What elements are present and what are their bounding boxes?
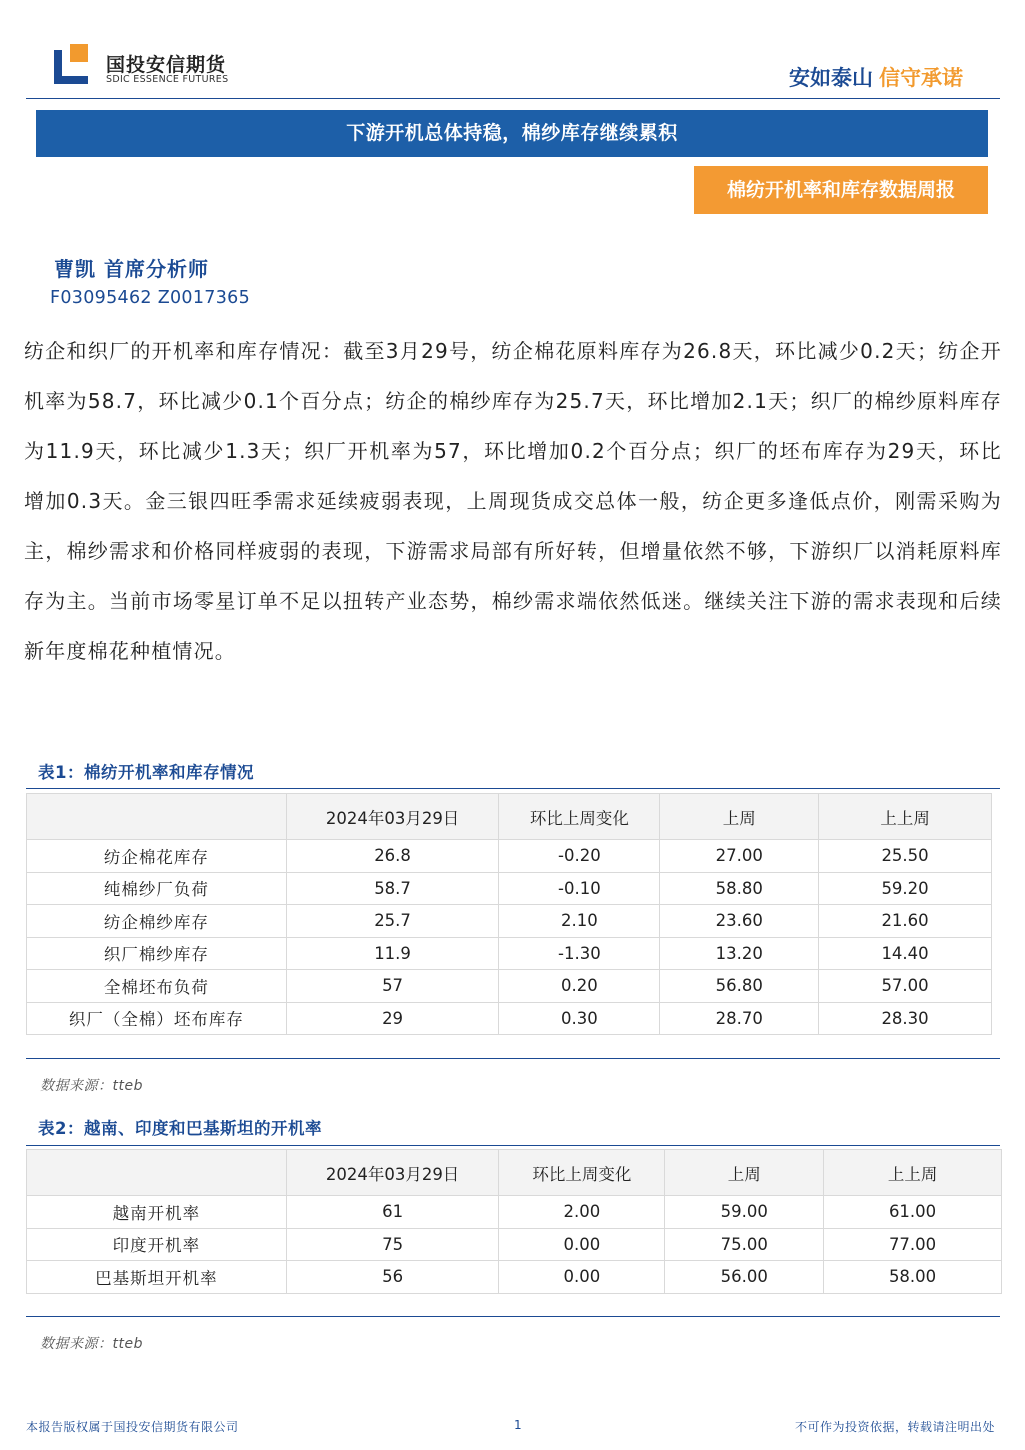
report-body: 纺企和织厂的开机率和库存情况：截至3月29号，纺企棉花原料库存为26.8天，环比减少0.2天；纺企开机率为58.7，环比减少0.1个百分点；纺企的棉纱库存为25.7天，环比增加2.1天；织厂的棉纱原料库存为11.9天，环比减少1.3天；织厂开机率为57，环比增加0.2个百分点；织厂的坯布库存为29天，环比增加0.3天。金三银四旺季需求延续疲弱表现，上周现货成交总体一般，纺企更多逢低点价，刚需采购为主，棉纱需求和价格同样疲弱的表现，下游需求局部有所好转，但增量依然不够，下游织厂以消耗原料库存为主。当前市场零星订单不足以扭转产业态势，棉纱需求端依然低迷。继续关注下游的需求表现和后续新年度棉花种植情况。 — [24, 339, 1002, 663]
table-cell: -1.30 — [499, 937, 660, 970]
author-certificates: F03095462 Z0017365 — [50, 288, 251, 308]
row-label: 织厂（全棉）坯布库存 — [27, 1002, 287, 1035]
table-cell: -0.20 — [499, 840, 660, 873]
table-cell: 23.60 — [660, 905, 819, 938]
row-label: 巴基斯坦开机率 — [27, 1261, 287, 1294]
table-cell: 57.00 — [819, 970, 992, 1003]
table-cell: 58.80 — [660, 872, 819, 905]
table1-header-cell: 环比上周变化 — [499, 794, 660, 840]
table1-header-cell: 上周 — [660, 794, 819, 840]
report-title: 下游开机总体持稳，棉纱库存继续累积 — [36, 110, 988, 157]
table2-bottom-rule — [26, 1316, 1000, 1317]
table-cell: 14.40 — [819, 937, 992, 970]
page-header — [0, 0, 1025, 100]
table2-title: 表2：越南、印度和巴基斯坦的开机率 — [38, 1119, 322, 1138]
table-cell: 26.8 — [286, 840, 499, 873]
slogan-part1: 安如泰山 — [789, 66, 873, 90]
slogan-part2: 信守承诺 — [879, 66, 963, 90]
footer-copyright: 本报告版权属于国投安信期货有限公司 — [26, 1420, 239, 1434]
table-cell: 11.9 — [286, 937, 499, 970]
table-row — [27, 1261, 1002, 1294]
table-cell: 61 — [286, 1196, 499, 1229]
table-cell: 61.00 — [824, 1196, 1002, 1229]
table-cell: 0.00 — [499, 1228, 665, 1261]
company-logo-icon — [54, 44, 98, 84]
table-cell: 13.20 — [660, 937, 819, 970]
table-cell: 25.50 — [819, 840, 992, 873]
table-cell: 59.00 — [665, 1196, 824, 1229]
table-cell: -0.10 — [499, 872, 660, 905]
row-label: 纺企棉花库存 — [27, 840, 287, 873]
table2-header-cell: 环比上周变化 — [499, 1150, 665, 1196]
table-cell: 28.30 — [819, 1002, 992, 1035]
table-cell: 25.7 — [286, 905, 499, 938]
table-cell: 0.30 — [499, 1002, 660, 1035]
row-label: 越南开机率 — [27, 1196, 287, 1229]
table2-source: 数据来源：tteb — [40, 1336, 143, 1352]
table1-title: 表1：棉纺开机率和库存情况 — [38, 763, 254, 782]
table-cell: 59.20 — [819, 872, 992, 905]
table-cell: 77.00 — [824, 1228, 1002, 1261]
table-cell: 28.70 — [660, 1002, 819, 1035]
table1-bottom-rule — [26, 1058, 1000, 1059]
row-label: 织厂棉纱库存 — [27, 937, 287, 970]
footer-disclaimer: 不可作为投资依据，转载请注明出处 — [794, 1420, 995, 1434]
table2-header-cell — [27, 1150, 287, 1196]
table1-source: 数据来源：tteb — [40, 1078, 143, 1094]
header-divider — [26, 98, 1000, 99]
table1-header-cell: 上上周 — [819, 794, 992, 840]
table-row — [27, 1196, 1002, 1229]
table2-header-cell: 上周 — [665, 1150, 824, 1196]
table2-header-cell: 上上周 — [824, 1150, 1002, 1196]
table2 — [26, 1149, 1002, 1294]
author-name: 曹凯 首席分析师 — [54, 257, 209, 281]
row-label: 纺企棉纱库存 — [27, 905, 287, 938]
report-type-tag: 棉纺开机率和库存数据周报 — [694, 166, 988, 214]
logo-english-name: SDIC ESSENCE FUTURES — [106, 74, 229, 85]
table1-header-row — [27, 794, 992, 840]
table-row — [27, 905, 992, 938]
page-number: 1 — [514, 1418, 522, 1432]
table1-top-rule — [26, 788, 1000, 789]
table-cell: 0.00 — [499, 1261, 665, 1294]
slogan — [789, 62, 963, 92]
table-cell: 58.7 — [286, 872, 499, 905]
table-row — [27, 1228, 1002, 1261]
table-cell: 27.00 — [660, 840, 819, 873]
logo-chinese-name: 国投安信期货 — [106, 54, 227, 76]
table-row — [27, 840, 992, 873]
table-cell: 2.00 — [499, 1196, 665, 1229]
table-cell: 2.10 — [499, 905, 660, 938]
table-cell: 56 — [286, 1261, 499, 1294]
table-row — [27, 937, 992, 970]
row-label: 全棉坯布负荷 — [27, 970, 287, 1003]
table-cell: 75 — [286, 1228, 499, 1261]
table-cell: 58.00 — [824, 1261, 1002, 1294]
table-cell: 57 — [286, 970, 499, 1003]
row-label: 纯棉纱厂负荷 — [27, 872, 287, 905]
table-row — [27, 872, 992, 905]
row-label: 印度开机率 — [27, 1228, 287, 1261]
table2-header-row — [27, 1150, 1002, 1196]
table-cell: 56.00 — [665, 1261, 824, 1294]
table-cell: 29 — [286, 1002, 499, 1035]
table-row — [27, 970, 992, 1003]
table1 — [26, 793, 992, 1035]
table-cell: 21.60 — [819, 905, 992, 938]
table2-header-cell: 2024年03月29日 — [286, 1150, 499, 1196]
table-row — [27, 1002, 992, 1035]
table-cell: 0.20 — [499, 970, 660, 1003]
table1-header-cell: 2024年03月29日 — [286, 794, 499, 840]
table-cell: 56.80 — [660, 970, 819, 1003]
table2-top-rule — [26, 1145, 1000, 1146]
table-cell: 75.00 — [665, 1228, 824, 1261]
table1-header-cell — [27, 794, 287, 840]
